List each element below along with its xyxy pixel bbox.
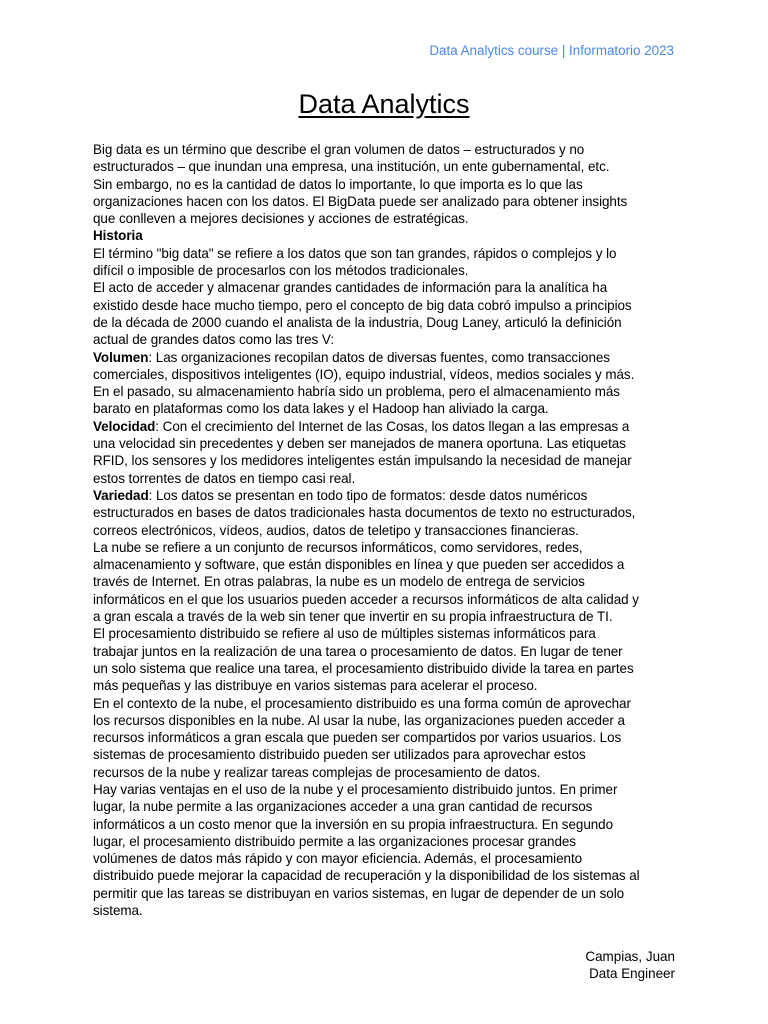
line-text: El acto de acceder y almacenar grandes cantidades de información para la analítica ha	[93, 280, 608, 296]
text-line	[93, 366, 693, 383]
page-header: Data Analytics course | Informatorio 2023	[429, 43, 674, 58]
signature-block	[585, 948, 675, 982]
line-text: El término "big data" se refiere a los datos que son tan grandes, rápidos o complejos y lo	[93, 245, 617, 261]
text-line	[93, 314, 693, 331]
text-line	[93, 141, 693, 158]
text-line	[93, 764, 693, 781]
text-line	[93, 539, 693, 556]
line-text: : Los datos se presentan en todo tipo de formatos: desde datos numéricos	[148, 487, 588, 503]
bold-term: Historia	[93, 228, 143, 244]
line-text: difícil o imposible de procesarlos con los métodos tradicionales.	[93, 263, 469, 279]
line-text: existido desde hace mucho tiempo, pero el concepto de big data cobró impulso a principios	[93, 297, 632, 313]
text-line	[93, 695, 693, 712]
line-text: correos electrónicos, vídeos, audios, datos de teletipo y transacciones financieras.	[93, 522, 579, 538]
text-line	[93, 608, 693, 625]
line-text: : Las organizaciones recopilan datos de diversas fuentes, como transacciones	[148, 349, 610, 365]
line-text: comerciales, dispositivos inteligentes (IO), equipo industrial, vídeos, medios sociales y más.	[93, 366, 635, 382]
text-line	[93, 158, 693, 175]
text-line	[93, 677, 693, 694]
text-line	[93, 504, 693, 521]
line-text: sistema.	[93, 903, 143, 919]
line-text: Hay varias ventajas en el uso de la nube y el procesamiento distribuido juntos. En primer	[93, 781, 618, 797]
text-line	[93, 798, 693, 815]
text-line	[93, 729, 693, 746]
text-line	[93, 833, 693, 850]
text-line	[93, 902, 693, 919]
text-line	[93, 262, 693, 279]
text-line	[93, 625, 693, 642]
text-line	[93, 331, 693, 348]
text-line	[93, 573, 693, 590]
line-text: La nube se refiere a un conjunto de recursos informáticos, como servidores, redes,	[93, 539, 583, 555]
line-text: RFID, los sensores y los medidores inteligentes están impulsando la necesidad de manejar	[93, 453, 632, 469]
line-text: En el contexto de la nube, el procesamiento distribuido es una forma común de aprovechar	[93, 695, 631, 711]
line-text: barato en plataformas como los data lakes y el Hadoop han aliviado la carga.	[93, 401, 549, 417]
line-text: un solo sistema que realice una tarea, el procesamiento distribuido divide la tarea en partes	[93, 660, 634, 676]
line-text: Sin embargo, no es la cantidad de datos lo importante, lo que importa es lo que las	[93, 176, 583, 192]
line-text: estructurados en bases de datos tradicionales hasta documentos de texto no estructurados,	[93, 505, 636, 521]
page-title-text: Data Analytics	[298, 89, 470, 119]
bold-term: Variedad	[93, 487, 149, 503]
line-text: los recursos disponibles en la nube. Al usar la nube, las organizaciones pueden acceder a	[93, 712, 625, 728]
line-text: distribuido puede mejorar la capacidad de recuperación y la disponibilidad de los sistemas al	[93, 868, 640, 884]
text-line	[93, 470, 693, 487]
text-line	[93, 245, 693, 262]
line-text: El procesamiento distribuido se refiere al uso de múltiples sistemas informáticos para	[93, 626, 596, 642]
line-text: través de Internet. En otras palabras, la nube es un modelo de entrega de servicios	[93, 574, 585, 590]
line-text: En el pasado, su almacenamiento habría sido un problema, pero el almacenamiento más	[93, 384, 620, 400]
line-text: una velocidad sin precedentes y deben ser manejados de manera oportuna. Las etiquetas	[93, 436, 626, 452]
text-line	[93, 279, 693, 296]
text-line	[93, 556, 693, 573]
text-line	[93, 660, 693, 677]
line-text: informáticos en el que los usuarios pueden acceder a recursos informáticos de alta calidad y	[93, 591, 639, 607]
text-line	[93, 193, 693, 210]
bold-term: Volumen	[93, 349, 149, 365]
line-text: estos torrentes de datos en tiempo casi real.	[93, 470, 356, 486]
text-line	[93, 297, 693, 314]
text-line	[93, 522, 693, 539]
text-line	[93, 643, 693, 660]
text-line	[93, 400, 693, 417]
line-text: recursos de la nube y realizar tareas complejas de procesamiento de datos.	[93, 764, 541, 780]
line-text: sistemas de procesamiento distribuido pueden ser utilizados para aprovechar estos	[93, 747, 586, 763]
author-role: Data Engineer	[589, 966, 675, 981]
text-line	[93, 591, 693, 608]
text-line	[93, 746, 693, 763]
line-text: a gran escala a través de la web sin tener que invertir en su propia infraestructura de TI.	[93, 609, 613, 625]
page-title	[0, 86, 768, 122]
text-line	[93, 867, 693, 884]
text-line	[93, 210, 693, 227]
line-text: permitir que las tareas se distribuyan en varios sistemas, en lugar de depender de un solo	[93, 885, 625, 901]
line-text: actual de grandes datos como las tres V:	[93, 332, 335, 348]
author-name: Campias, Juan	[585, 949, 675, 964]
text-line	[93, 418, 693, 435]
text-line	[93, 383, 693, 400]
line-text: que conlleven a mejores decisiones y acciones de estratégicas.	[93, 211, 469, 227]
text-line	[93, 850, 693, 867]
line-text: trabajar juntos en la realización de una tarea o procesamiento de datos. En lugar de tener	[93, 643, 623, 659]
line-text: volúmenes de datos más rápido y con mayor eficiencia. Además, el procesamiento	[93, 851, 583, 867]
line-text: organizaciones hacen con los datos. El BigData puede ser analizado para obtener insights	[93, 193, 628, 209]
text-line	[93, 435, 693, 452]
text-line	[93, 816, 693, 833]
line-text: : Con el crecimiento del Internet de las Cosas, los datos llegan a las empresas a	[155, 418, 630, 434]
text-line	[93, 885, 693, 902]
line-text: de la década de 2000 cuando el analista de la industria, Doug Laney, articuló la definición	[93, 314, 622, 330]
line-text: almacenamiento y software, que están disponibles en línea y que pueden ser accedidos a	[93, 557, 625, 573]
line-text: lugar, el procesamiento distribuido permite a las organizaciones procesar grandes	[93, 833, 576, 849]
text-line	[93, 349, 693, 366]
line-text: Big data es un término que describe el gran volumen de datos – estructurados y no	[93, 142, 585, 157]
body-text	[93, 141, 693, 919]
line-text: estructurados – que inundan una empresa, una institución, un ente gubernamental, etc.	[93, 159, 610, 175]
text-line	[93, 487, 693, 504]
text-line	[93, 227, 693, 244]
line-text: lugar, la nube permite a las organizaciones acceder a una gran cantidad de recursos	[93, 799, 593, 815]
text-line	[93, 781, 693, 798]
text-line	[93, 176, 693, 193]
line-text: informáticos a un costo menor que la inversión en su propia infraestructura. En segundo	[93, 816, 614, 832]
text-line	[93, 452, 693, 469]
line-text: más pequeñas y las distribuye en varios sistemas para acelerar el proceso.	[93, 678, 538, 694]
line-text: recursos informáticos a gran escala que pueden ser compartidos por varios usuarios. Los	[93, 730, 622, 746]
text-line	[93, 712, 693, 729]
bold-term: Velocidad	[93, 418, 156, 434]
